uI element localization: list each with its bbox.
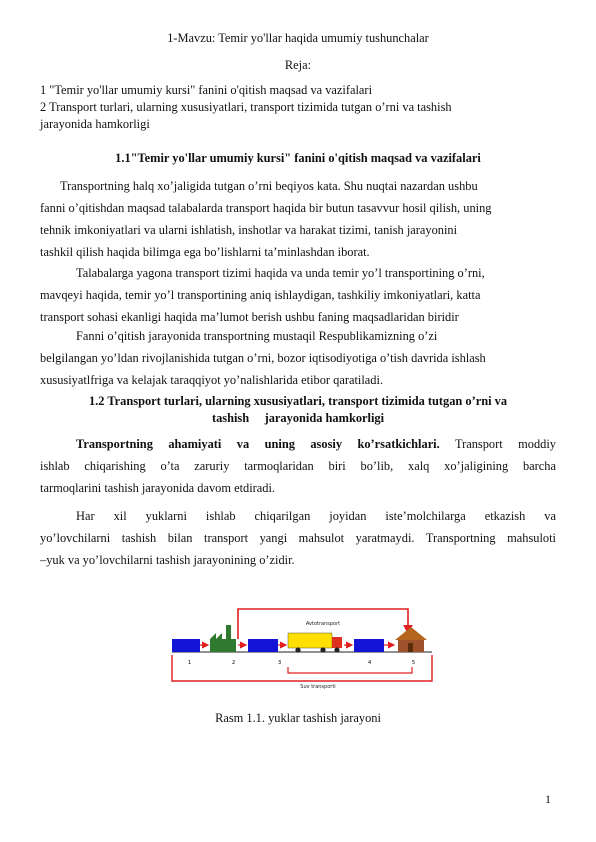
paragraph-line [40, 433, 556, 455]
wheel-icon [334, 647, 339, 652]
section-2-heading-line-1: 1.2 Transport turlari, ularning xususiyatlari, transport tizimida tutgan o’rni va [88, 394, 508, 408]
factory-icon [210, 639, 236, 652]
paragraph-line: xususiyatlfriga va kelajak taraqqiyot yo’nalishlarida etibor qaratiladi. [40, 373, 384, 387]
wheel-icon [295, 647, 300, 652]
truck-cab-icon [332, 637, 342, 648]
paragraph-line: tashkil qilish haqida bilimga ega bo’lishlarni ta’minlashdan iborat. [40, 245, 370, 259]
section-1-paragraph-1 [40, 175, 556, 263]
bold-lead: Transportning ahamiyati va uning asosiy ko’rsatkichlari. [76, 437, 440, 451]
paragraph-line: ishlab chiqarishing o’ta zaruriy tarmoqlaridan biri bo’lib, xalq xo’jaligining barcha [40, 459, 556, 473]
wagon-2 [248, 639, 278, 652]
paragraph-line: transport sohasi ekanligi haqida ma’lumot berish ushbu faning maqsadlaridan biridir [40, 310, 459, 324]
house-roof-icon [395, 627, 427, 640]
bottom-label: Suv transporti [300, 684, 336, 689]
section-1-heading: 1.1"Temir yo'llar umumiy kursi" fanini o'qitish maqsad va vazifalari [115, 151, 481, 165]
wagon-3 [354, 639, 384, 652]
wagon-1 [172, 639, 200, 652]
paragraph-line: yo’lovchilarni tashish bilan transport yangi mahsulot yaratmaydi. Transportning mahsuloti [40, 531, 556, 545]
section-2-paragraph-1 [40, 433, 556, 499]
section-2-paragraph-2 [40, 505, 556, 571]
transport-diagram [168, 603, 436, 689]
step-number: 1 [188, 660, 192, 666]
plan-item-1: 1 "Temir yo'llar umumiy kursi" fanini o'qitish maqsad va vazifalari [40, 83, 373, 97]
section-1-paragraph-3 [40, 325, 556, 391]
page-number: 1 [545, 792, 551, 806]
paragraph-line: Talabalarga yagona transport tizimi haqida va unda temir yo’l transportining o’rni, [76, 266, 485, 280]
plan-item-2-line-2: jarayonida hamkorligi [40, 117, 150, 131]
paragraph-line: –yuk va yo’lovchilarni tashish jarayonining o’zidir. [40, 553, 295, 567]
step-number: 5 [412, 660, 416, 666]
topic-title: 1-Mavzu: Temir yo'llar haqida umumiy tushunchalar [167, 31, 429, 45]
truck-cargo-icon [288, 633, 332, 648]
chimney-icon [226, 625, 231, 639]
section-1-paragraph-2 [40, 262, 556, 328]
wheel-icon [320, 647, 325, 652]
paragraph-line: tehnik imkoniyatlari va ularni ishlatish, inshotlar va harakat tizimi, tanish jarayonini [40, 223, 458, 237]
figure-caption: Rasm 1.1. yuklar tashish jarayoni [215, 711, 381, 725]
bottom-flow-loop [172, 655, 432, 681]
paragraph-line: tarmoqlarini tashish jarayonida davom etdiradi. [40, 481, 276, 495]
plan-item-2-line-1: 2 Transport turlari, ularning xususiyatlari, transport tizimida tutgan o’rni va tashish [40, 100, 452, 114]
plan-label: Reja: [284, 58, 312, 72]
section-2-heading-line-2: tashish jarayonida hamkorligi [211, 411, 385, 425]
inner-flow-loop [288, 667, 412, 673]
paragraph-line: fanni o’qitishdan maqsad talabalarda transport haqida bir butun tasavvur hosil qilish, uning [40, 201, 492, 215]
transport-diagram-svg [168, 603, 436, 689]
paragraph-line: mavqeyi haqida, temir yo’l transportining aniq ishlaydigan, tashkiliy imkoniyatlari, katta [40, 288, 481, 302]
paragraph-line: belgilangan yo’ldan rivojlanishida tutgan o’rni, bozor iqtisodiyotiga o’tish davrida ishlash [40, 351, 486, 365]
factory-roof-icon [210, 633, 222, 639]
lead-rest: Transport moddiy [439, 437, 556, 451]
step-number: 4 [368, 660, 372, 666]
paragraph-line: Transportning halq xo’jaligida tutgan o’rni beqiyos kata. Shu nuqtai nazardan ushbu [60, 179, 478, 193]
paragraph-line: Har xil yuklarni ishlab chiqarilgan joyidan iste’molchilarga etkazish va [76, 509, 556, 523]
paragraph-line: Fanni o’qitish jarayonida transportning mustaqil Respublikamizning o’zi [76, 329, 438, 343]
house-door-icon [408, 643, 413, 652]
top-label: Avtotransport [305, 621, 341, 627]
step-number: 3 [278, 660, 282, 666]
step-number: 2 [232, 660, 236, 666]
